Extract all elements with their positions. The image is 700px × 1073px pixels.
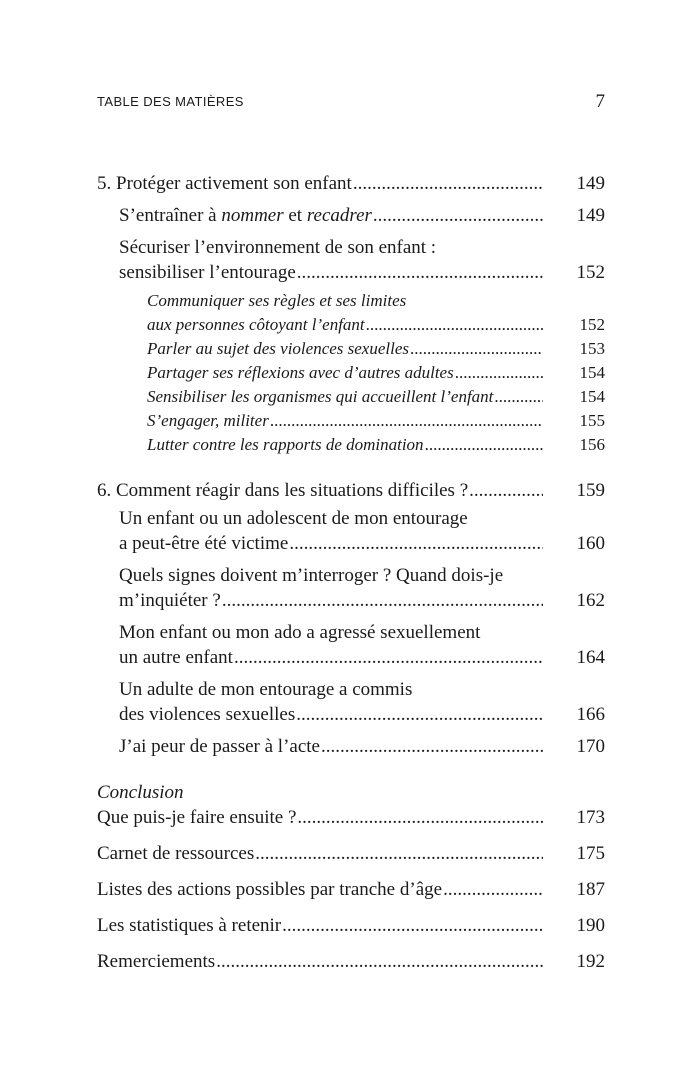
toc-page-number: 170	[576, 736, 605, 757]
toc-entry-title: Sécuriser l’environnement de son enfant :	[119, 237, 437, 258]
toc-entry-title-cont: a peut-être été victime	[119, 533, 289, 554]
toc-entry-adulte-line2[interactable]	[97, 703, 605, 727]
toc-entry-title: 5. Protéger activement son enfant	[97, 173, 352, 194]
toc-entry-title: Que puis-je faire ensuite ?	[97, 807, 297, 828]
toc-page-number: 149	[576, 173, 605, 194]
toc-entry-title: Partager ses réflexions avec d’autres adultes	[147, 363, 454, 382]
toc-page-number: 154	[579, 363, 605, 382]
toc-page-number: 155	[579, 411, 605, 430]
running-title: TABLE DES MATIÈRES	[97, 94, 244, 109]
toc-entry-title: S’entraîner à nommer et recadrer	[119, 205, 372, 226]
toc-entry-title: Mon enfant ou mon ado a agressé sexuellement	[119, 622, 481, 643]
toc-entry-signes-line2[interactable]	[97, 589, 605, 613]
toc-subentry-communiquer-line1[interactable]	[97, 289, 605, 313]
toc-entry-title: Un enfant ou un adolescent de mon entourage	[119, 508, 468, 529]
toc-page-number: 153	[579, 339, 605, 358]
toc-page-number: 154	[579, 387, 605, 406]
toc-page-number: 175	[576, 843, 605, 864]
toc-entry-carnet[interactable]	[97, 842, 605, 866]
toc-entry-title: 6. Comment réagir dans les situations difficiles ?	[97, 480, 469, 501]
toc-entry-victime-line1[interactable]	[97, 507, 605, 531]
toc-entry-stats[interactable]	[97, 914, 605, 938]
toc-entry-title: Quels signes doivent m’interroger ? Quand dois-je	[119, 565, 504, 586]
toc-subentry-lutter[interactable]	[97, 433, 605, 457]
toc-entry-victime-line2[interactable]	[97, 532, 605, 556]
toc-page-number: 160	[576, 533, 605, 554]
toc-subentry-sensibiliser[interactable]	[97, 385, 605, 409]
toc-entry-title: Parler au sujet des violences sexuelles	[147, 339, 410, 358]
toc-page-number: 152	[579, 315, 605, 334]
toc-entry-title: Les statistiques à retenir	[97, 915, 282, 936]
toc-page-number: 149	[576, 205, 605, 226]
toc-entry-title-cont: des violences sexuelles	[119, 704, 296, 725]
toc-entry-chapter-6[interactable]	[97, 479, 605, 503]
toc-page-number: 166	[576, 704, 605, 725]
running-header	[97, 91, 605, 115]
toc-entry-adulte-line1[interactable]	[97, 678, 605, 702]
toc-entry-title: Sensibiliser les organismes qui accueillent l’enfant	[147, 387, 494, 406]
toc-entry-securiser-line2[interactable]	[97, 261, 605, 285]
toc-page-number: 162	[576, 590, 605, 611]
toc-entry-title: Carnet de ressources	[97, 843, 255, 864]
toc-subentry-communiquer-line2[interactable]	[97, 313, 605, 337]
toc-page-number: 187	[576, 879, 605, 900]
toc-entry-title: J’ai peur de passer à l’acte	[119, 736, 320, 757]
toc-page-number: 173	[576, 807, 605, 828]
toc-entry-title-cont: aux personnes côtoyant l’enfant	[147, 315, 365, 334]
toc-entry-title: Remerciements	[97, 951, 216, 972]
toc-entry-remerciements[interactable]	[97, 950, 605, 974]
toc-page-number: 190	[576, 915, 605, 936]
page-number: 7	[595, 91, 605, 112]
toc-page-number: 152	[576, 262, 605, 283]
toc-entry-chapter-5[interactable]	[97, 172, 605, 196]
toc-entry-signes-line1[interactable]	[97, 564, 605, 588]
toc-entry-ado-line1[interactable]	[97, 621, 605, 645]
toc-entry-nommer-recadrer[interactable]	[97, 204, 605, 228]
toc-subentry-parler[interactable]	[97, 337, 605, 361]
toc-entry-title: Un adulte de mon entourage a commis	[119, 679, 413, 700]
toc-entry-peur[interactable]	[97, 735, 605, 759]
toc-page-number: 164	[576, 647, 605, 668]
toc-page-number: 156	[579, 435, 605, 454]
toc-entry-securiser-line1[interactable]	[97, 236, 605, 260]
toc-entry-listes[interactable]	[97, 878, 605, 902]
toc-conclusion-label: Conclusion	[97, 782, 184, 803]
toc-subentry-sengager[interactable]	[97, 409, 605, 433]
toc-entry-title-cont: un autre enfant	[119, 647, 233, 668]
toc-entry-ado-line2[interactable]	[97, 646, 605, 670]
toc-entry-conclusion[interactable]	[97, 806, 605, 830]
toc-page-number: 192	[576, 951, 605, 972]
toc-entry-title: S’engager, militer	[147, 411, 269, 430]
toc-entry-title: Communiquer ses règles et ses limites	[147, 291, 407, 310]
toc-entry-title-cont: sensibiliser l’entourage	[119, 262, 296, 283]
toc-entry-title-cont: m’inquiéter ?	[119, 590, 221, 611]
toc-entry-title: Listes des actions possibles par tranche d’âge	[97, 879, 443, 900]
toc-subentry-partager[interactable]	[97, 361, 605, 385]
toc-conclusion-label-row	[97, 781, 605, 805]
table-of-contents	[97, 172, 605, 974]
toc-page-number: 159	[576, 480, 605, 501]
toc-entry-title: Lutter contre les rapports de domination	[147, 435, 424, 454]
